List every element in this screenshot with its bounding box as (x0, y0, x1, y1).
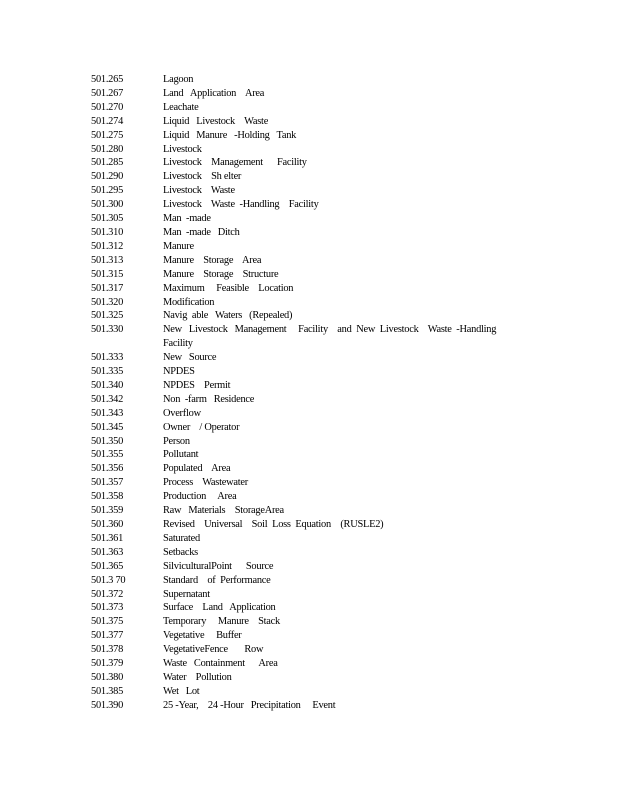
section-row (91, 282, 531, 296)
section-title: Manure Storage Structure (163, 268, 279, 280)
section-title: Modification (163, 296, 215, 308)
section-number: 501.373 (91, 602, 124, 614)
section-number: 501.361 (91, 532, 124, 544)
section-title: NPDES Permit (163, 379, 231, 391)
section-number: 501.356 (91, 463, 124, 475)
section-row (91, 184, 531, 198)
section-number: 501.310 (91, 226, 124, 238)
section-row (91, 532, 531, 546)
section-row (91, 254, 531, 268)
section-row (91, 601, 531, 615)
section-title: Pollutant (163, 449, 199, 461)
section-title: Man -made Ditch (163, 226, 240, 238)
section-row (91, 476, 531, 490)
section-title: Livestock Waste (163, 185, 235, 197)
section-title: Waste Containment Area (163, 658, 278, 670)
section-list (91, 73, 531, 713)
section-row (91, 156, 531, 170)
section-title: Saturated (163, 532, 200, 544)
section-row (91, 504, 531, 518)
section-number: 501.360 (91, 519, 124, 530)
section-title: Vegetative Buffer (163, 630, 242, 642)
section-title: New Source (163, 352, 217, 364)
section-title: Process Wastewater (163, 477, 248, 489)
section-title: Maximum Feasible Location (163, 282, 294, 294)
section-title: Standard of Performance (163, 574, 271, 586)
section-row (91, 129, 531, 143)
section-title: Revised Universal Soil Loss Equation (RUSLE2) (163, 519, 384, 530)
section-row (91, 115, 531, 129)
section-title: Livestock Sh elter (163, 171, 242, 183)
section-row (91, 268, 531, 282)
section-row (91, 435, 531, 449)
section-number: 501.377 (91, 630, 124, 642)
section-row (91, 226, 531, 240)
section-number: 501.295 (91, 185, 124, 197)
section-title: Setbacks (163, 546, 198, 558)
section-number: 501.365 (91, 560, 124, 572)
section-row (91, 490, 531, 504)
section-title: Man -made (163, 213, 211, 225)
section-title: Supernatant (163, 588, 210, 600)
section-row (91, 101, 531, 115)
section-number: 501.300 (91, 199, 124, 211)
section-row (91, 87, 531, 101)
section-number: 501.355 (91, 449, 124, 461)
section-row (91, 393, 531, 407)
section-row (91, 240, 531, 254)
section-number: 501.343 (91, 407, 124, 419)
section-row (91, 421, 531, 435)
section-title: Navig able Waters (Repealed) (163, 310, 293, 322)
section-number: 501.305 (91, 213, 124, 225)
section-number: 501.335 (91, 366, 124, 378)
section-title: Liquid Livestock Waste (163, 115, 269, 127)
section-title: Surface Land Application (163, 602, 276, 614)
section-title: VegetativeFence Row (163, 644, 264, 656)
section-title: Populated Area (163, 463, 231, 475)
section-row (91, 588, 531, 602)
section-row (91, 379, 531, 393)
section-title: Owner / Operator (163, 421, 240, 433)
section-number: 501.378 (91, 644, 124, 656)
section-row (91, 198, 531, 212)
section-row (91, 629, 531, 643)
section-number: 501.330 (91, 324, 124, 336)
section-number: 501.375 (91, 616, 124, 628)
section-number: 501.357 (91, 477, 124, 489)
section-number: 501.290 (91, 171, 124, 183)
section-number: 501.385 (91, 685, 124, 697)
section-row (91, 170, 531, 184)
section-number: 501.359 (91, 505, 124, 517)
section-row (91, 574, 531, 588)
section-title: Land Application Area (163, 87, 265, 99)
section-number: 501.390 (91, 699, 124, 711)
section-row (91, 462, 531, 476)
section-number: 501.267 (91, 87, 124, 99)
section-title: Wet Lot (163, 685, 200, 697)
section-row (91, 365, 531, 379)
section-row (91, 309, 531, 323)
section-row (91, 671, 531, 685)
section-row (91, 448, 531, 462)
section-title: Raw Materials StorageArea (163, 505, 284, 517)
section-title: Livestock (163, 143, 202, 155)
section-number: 501.274 (91, 115, 124, 127)
section-number: 501.340 (91, 379, 124, 391)
section-title: Liquid Manure -Holding Tank (163, 129, 297, 141)
section-title: Livestock Management Facility (163, 157, 307, 169)
section-row (91, 615, 531, 629)
section-number: 501.372 (91, 588, 124, 600)
section-row (91, 212, 531, 226)
section-row (91, 73, 531, 87)
section-row (91, 546, 531, 560)
section-row (91, 685, 531, 699)
section-row (91, 699, 531, 713)
section-title: NPDES (163, 366, 195, 378)
section-title: Leachate (163, 101, 199, 113)
section-number: 501.275 (91, 129, 124, 141)
section-title: Temporary Manure Stack (163, 616, 280, 628)
section-number: 501.333 (91, 352, 124, 364)
section-number: 501.342 (91, 393, 124, 405)
section-title: Production Area (163, 491, 237, 503)
section-number: 501.312 (91, 240, 124, 252)
section-row (91, 657, 531, 671)
section-row (91, 351, 531, 365)
section-row (91, 323, 531, 351)
section-number: 501.320 (91, 296, 124, 308)
section-number: 501.317 (91, 282, 124, 294)
section-title: Manure (163, 240, 194, 252)
section-number: 501.325 (91, 310, 124, 322)
section-title: Person (163, 435, 190, 447)
section-title: Manure Storage Area (163, 254, 262, 266)
section-number: 501.379 (91, 658, 124, 670)
section-number: 501.313 (91, 254, 124, 266)
section-title: Non -farm Residence (163, 393, 255, 405)
section-title: 25 -Year, 24 -Hour Precipitation Event (163, 699, 336, 711)
section-title: Overflow (163, 407, 201, 419)
section-number: 501.345 (91, 421, 124, 433)
section-number: 501.270 (91, 101, 124, 113)
section-number: 501.3 70 (91, 574, 126, 586)
section-row (91, 560, 531, 574)
section-number: 501.380 (91, 671, 124, 683)
section-row (91, 643, 531, 657)
section-number: 501.315 (91, 268, 124, 280)
section-number: 501.350 (91, 435, 124, 447)
section-title: Water Pollution (163, 671, 232, 683)
section-title: SilviculturalPoint Source (163, 560, 274, 572)
section-number: 501.358 (91, 491, 124, 503)
section-number: 501.363 (91, 546, 124, 558)
section-row (91, 296, 531, 310)
section-number: 501.265 (91, 74, 124, 85)
section-number: 501.280 (91, 143, 124, 155)
section-title: New Livestock Management Facility and New Livestock Waste -Handling Facility (163, 324, 497, 350)
section-title: Lagoon (163, 74, 194, 85)
section-number: 501.285 (91, 157, 124, 169)
section-row (91, 518, 531, 532)
section-title: Livestock Waste -Handling Facility (163, 199, 319, 211)
section-row (91, 143, 531, 157)
section-row (91, 407, 531, 421)
